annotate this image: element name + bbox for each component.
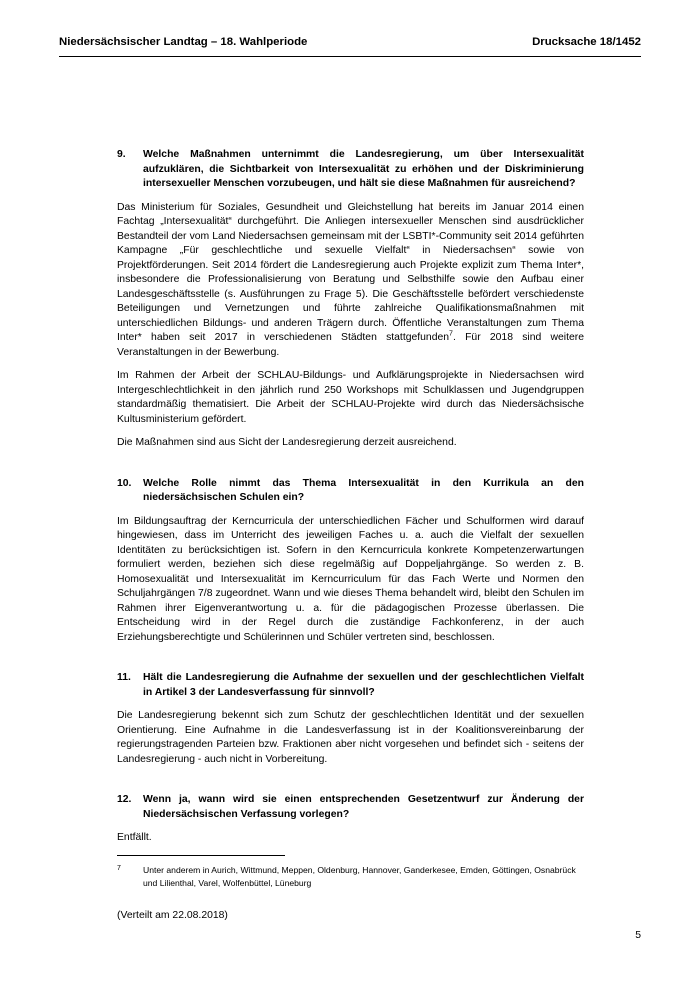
question-text: Wenn ja, wann wird sie einen entsprechenden Gesetzentwurf zur Änderung der Niedersächsischen Verfassung vorlegen? (143, 794, 584, 820)
question-number: 12. (117, 794, 132, 805)
answer-paragraph: Im Rahmen der Arbeit der SCHLAU-Bildungs- und Aufklärungsprojekte in Niedersachsen wird Intergeschlechtlichkeit in den jährlich rund 250 Workshops mit Schulklassen und Jugendgruppen standardmäßig thematisiert. Die Arbeit der SCHLAU-Projekte wird durch das Niedersächsische Kultusministerium gefördert. (117, 370, 584, 425)
question-9 (117, 148, 584, 192)
footnote-number: 7 (117, 865, 121, 872)
answer-paragraph: Das Ministerium für Soziales, Gesundheit und Gleichstellung hat bereits im Januar 2014 einen Fachtag „Intersexualität“ durchgeführt. Die Anliegen intersexueller Menschen sind ausdrücklicher Bestandteil der vom Land Niedersachsen gemeinsam mit der LSBTI*-Community seit 2014 geführten Kampagne „Für geschlechtliche und sexuelle Vielfalt“ in Niedersachsen“ sowie von Projektförderungen. Seit 2014 fördert die Landesregierung auch Projekte explizit zum Thema Inter*, insbesondere die Professionalisierung von Beratung und Selbsthilfe sowie den Aufbau einer Landesgeschäftsstelle (s. Ausführungen zu Frage 5). Die Geschäftsstelle befördert verschiedenste Beteiligungen und Vernetzungen und führte zahlreiche Qualifikationsmaßnahmen mit unterschiedlichen Bildungs- und anderen Trägern durch. Öffentliche Veranstaltungen zum Thema Inter* haben seit 2017 in verschiedenen Städten stattgefunden$^7$. Für 2018 sind weitere Veranstaltungen in der Bewerbung. (117, 201, 584, 358)
answer-paragraph: Im Bildungsauftrag der Kerncurricula der unterschiedlichen Fächer und Schulformen wird darauf hingewiesen, dass im Unterricht des jeweiligen Faches u. a. auch die Vielfalt der sexuellen Identitäten zu berücksichtigen ist. Sofern in den Kerncurricula konkrete Kompetenzerwartungen formuliert werden, beziehen sich diese regelmäßig auf Doppeljahrgänge. So werden z. B. Homosexualität und Intersexualität im Kerncurriculum für das Fach Werte und Normen den Schuljahrgängen 7/8 zugeordnet. Wann und wie dieses Thema behandelt wird, bleibt den Schulen im Rahmen ihrer Eigenverantwortung u. a. für die pädagogischen Prozesse überlassen. Die Entscheidung wird in der Regel durch die zuständige Fachkonferenz, in der auch Erziehungsberechtigte und Schülerinnen und Schüler vertreten sind, beschlossen. (117, 515, 584, 643)
question-11 (117, 671, 584, 700)
question-12 (117, 793, 584, 822)
question-text: Hält die Landesregierung die Aufnahme der sexuellen und der geschlechtlichen Vielfalt in Artikel 3 der Landesverfassung für sinnvoll? (143, 672, 584, 698)
answer-paragraph: Die Landesregierung bekennt sich zum Schutz der geschlechtlichen Identität und der sexuellen Orientierung. Eine Aufnahme in die Landesverfassung ist in der Koalitionsvereinbarung der regierungstragenden Parteien bzw. Fraktionen aber nicht vorgesehen und befindet sich - seitens der Landesregierung - auch nicht in Vorbereitung. (117, 710, 584, 765)
question-text: Welche Rolle nimmt das Thema Intersexualität in den Kurrikula an den niedersächsischen Schulen ein? (143, 477, 584, 503)
footnote-divider (117, 855, 285, 856)
distribution-date: (Verteilt am 22.08.2018) (117, 910, 228, 921)
header-title: Niedersächsischer Landtag – 18. Wahlperiode (59, 36, 308, 48)
footnote (117, 864, 584, 889)
footnote-text: Unter anderem in Aurich, Wittmund, Meppen, Oldenburg, Hannover, Ganderkesee, Emden, Göttingen, Osnabrück und Lilienthal, Varel, Wolfenbüttel, Lüneburg (143, 865, 576, 888)
question-10 (117, 477, 584, 506)
answer-paragraph: Entfällt. (117, 832, 152, 843)
page-header (59, 36, 641, 56)
document-body (117, 148, 584, 846)
header-divider (59, 56, 641, 57)
question-number: 9. (117, 149, 126, 160)
page-number: 5 (635, 930, 641, 941)
document-number: Drucksache 18/1452 (532, 36, 641, 48)
answer-paragraph: Die Maßnahmen sind aus Sicht der Landesregierung derzeit ausreichend. (117, 437, 457, 448)
footnote-ref[interactable]: 7 (449, 330, 453, 338)
question-text: Welche Maßnahmen unternimmt die Landesregierung, um über Intersexualität aufzuklären, die Sichtbarkeit von Intersexualität zu erhöhen und der Diskriminierung intersexueller Menschen vorzubeugen, und hält sie diese Maßnahmen für ausreichend? (143, 149, 584, 189)
question-number: 11. (117, 672, 131, 683)
question-number: 10. (117, 477, 132, 489)
